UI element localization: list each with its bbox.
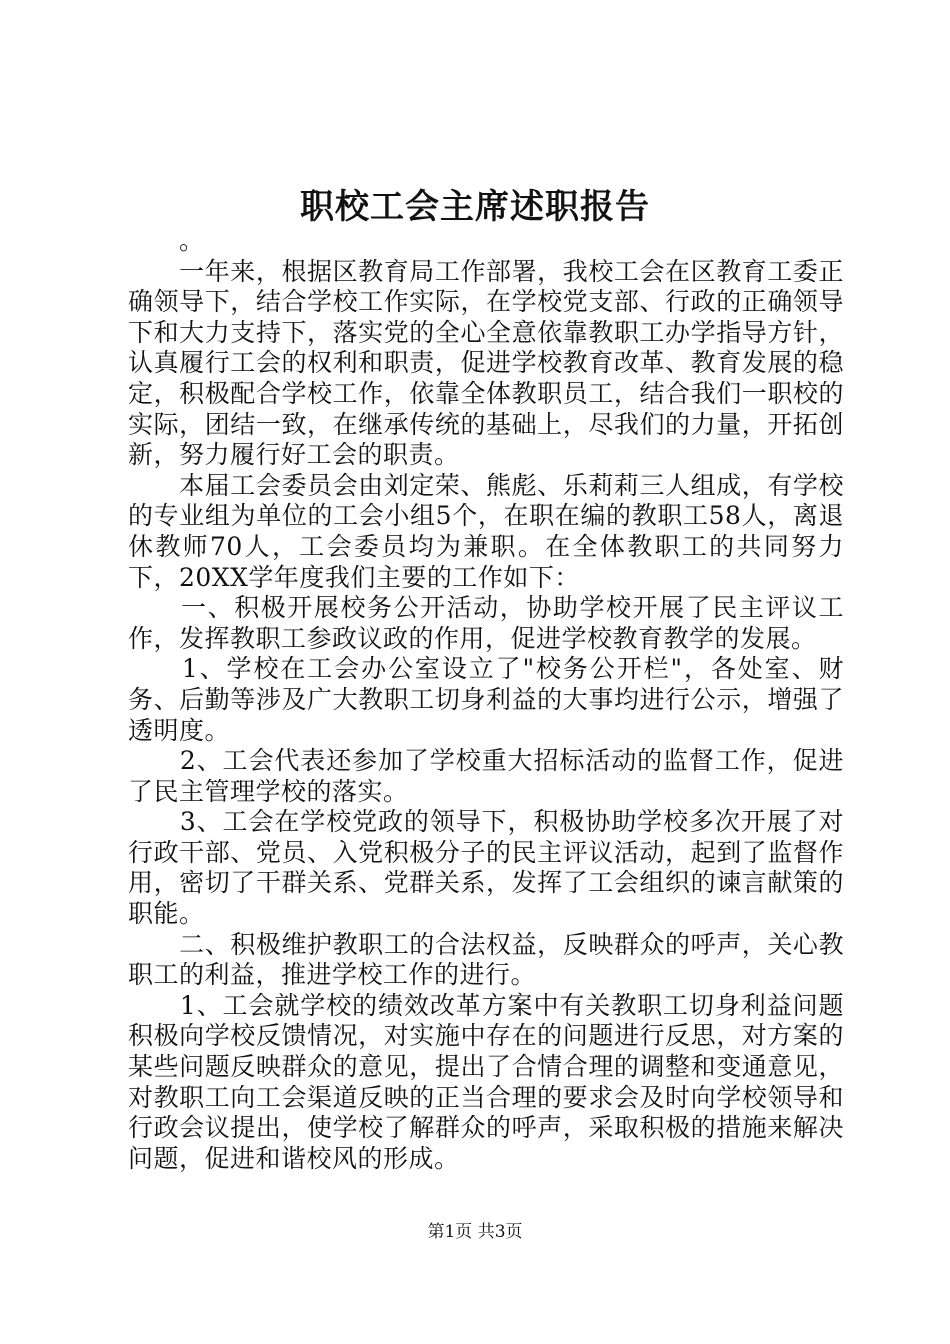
paragraph-section-two-heading: 二、积极维护教职工的合法权益，反映群众的呼声，关心教职工的利益，推进学校工作的进行。 — [128, 929, 844, 990]
paragraph-section-one-heading: 一、积极开展校务公开活动，协助学校开展了民主评议工作，发挥教职工参政议政的作用，促进学校教育教学的发展。 — [128, 593, 844, 653]
document-body — [128, 226, 844, 1174]
paragraph-section-one-item-3: 3、工会在学校党政的领导下，积极协助学校多次开展了对行政干部、党员、入党积极分子的民主评议活动，起到了监督作用，密切了干群关系、党群关系，发挥了工会组织的谏言献策的职能。 — [128, 807, 844, 929]
document-title: 职校工会主席述职报告 — [300, 187, 650, 227]
paragraph-section-two-item-1: 1、工会就学校的绩效改革方案中有关教职工切身利益问题积极向学校反馈情况，对实施中存在的问题进行反思，对方案的某些问题反映群众的意见，提出了合情合理的调整和变通意见，对教职工向工会渠道反映的正当合理的要求会及时向学校领导和行政会议提出，使学校了解群众的呼声，采取积极的措施来解决问题，促进和谐校风的形成。 — [128, 990, 844, 1173]
page-footer: 第1页 共3页 — [427, 1222, 523, 1242]
paragraph-overview: 一年来，根据区教育局工作部署，我校工会在区教育工委正确领导下，结合学校工作实际，在学校党支部、行政的正确领导下和大力支持下，落实党的全心全意依靠教职工办学指导方针，认真履行工会的权利和职责，促进学校教育改革、教育发展的稳定，积极配合学校工作，依靠全体教职员工，结合我们一职校的实际，团结一致，在继承传统的基础上，尽我们的力量，开拓创新，努力履行好工会的职责。 — [128, 256, 844, 470]
paragraph-committee: 本届工会委员会由刘定荣、熊彪、乐莉莉三人组成，有学校的专业组为单位的工会小组5个，在职在编的教职工58人，离退休教师70人，工会委员均为兼职。在全体教职工的共同努力下，20XX学年度我们主要的工作如下： — [128, 470, 844, 592]
paragraph-section-one-item-1: 1、学校在工会办公室设立了"校务公开栏"，各处室、财务、后勤等涉及广大教职工切身利益的大事均进行公示，增强了透明度。 — [128, 654, 844, 745]
paragraph-intro-mark: 。 — [128, 226, 205, 255]
paragraph-section-one-item-2: 2、工会代表还参加了学校重大招标活动的监督工作，促进了民主管理学校的落实。 — [128, 746, 844, 806]
